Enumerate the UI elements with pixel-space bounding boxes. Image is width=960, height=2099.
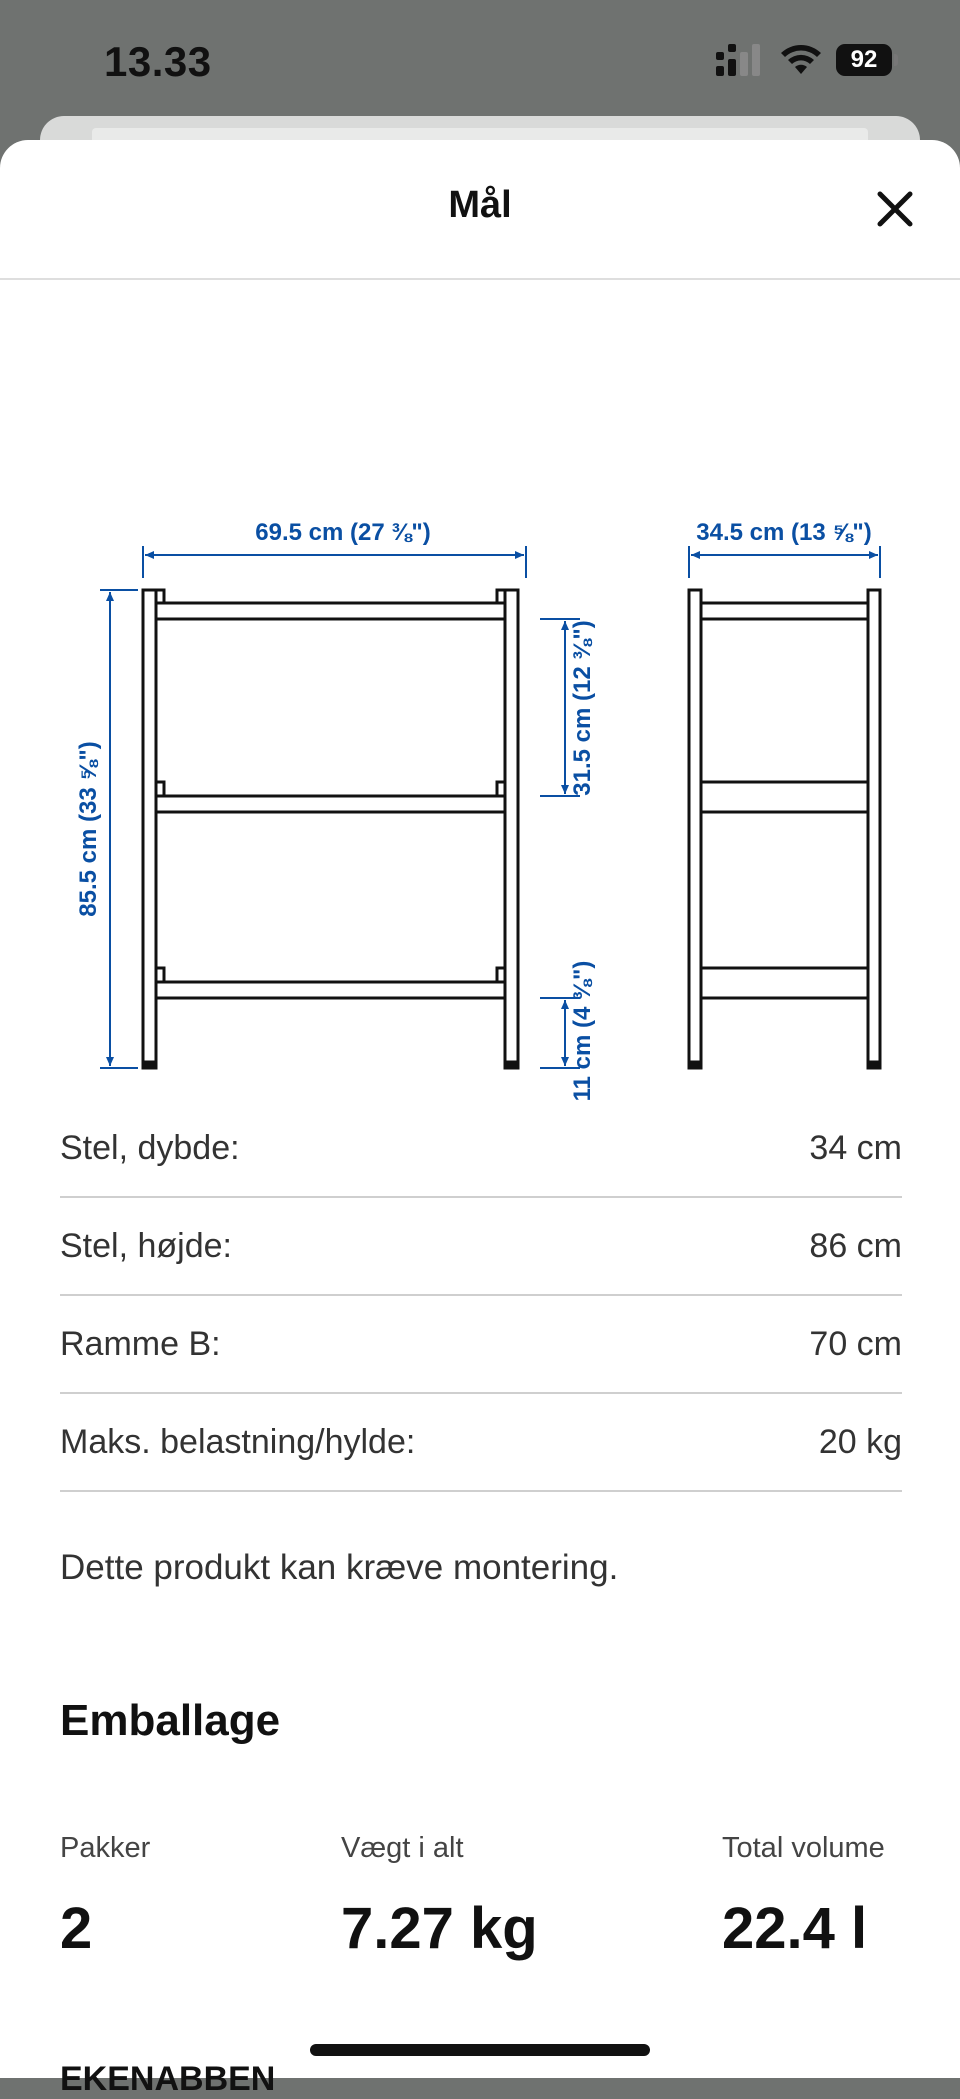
sheet-header <box>0 140 960 280</box>
sheet-title: Mål <box>448 184 512 226</box>
assembly-note: Dette produkt kan kræve montering. <box>60 1548 619 1587</box>
spec-label: Ramme B: <box>60 1324 221 1363</box>
width-dimension <box>143 546 526 578</box>
status-icons <box>716 44 898 76</box>
packages-value: 2 <box>60 1896 93 1961</box>
depth-label: 34.5 cm (13 ⅝") <box>696 519 872 546</box>
home-indicator[interactable] <box>310 2044 650 2056</box>
cellular-signal-icon <box>716 44 766 76</box>
packages-stat <box>60 1832 150 1962</box>
status-time: 13.33 <box>104 38 212 85</box>
spec-row <box>60 1100 902 1198</box>
close-icon <box>870 184 920 234</box>
width-label: 69.5 cm (27 ⅜") <box>255 519 431 546</box>
packaging-heading: Emballage <box>60 1696 281 1745</box>
height-dimension <box>100 590 138 1068</box>
spec-label: Stel, højde: <box>60 1226 232 1265</box>
spec-row <box>60 1198 902 1296</box>
spec-label: Stel, dybde: <box>60 1128 240 1167</box>
close-button[interactable] <box>870 184 920 234</box>
side-view-shelf <box>689 590 880 1068</box>
bottom-gap-label: 11 cm (4 ⅜") <box>569 960 596 1102</box>
spec-value: 20 kg <box>818 1422 902 1461</box>
spec-value: 86 cm <box>809 1226 902 1265</box>
status-bar <box>0 0 960 130</box>
shelf-gap-label: 31.5 cm (12 ⅜") <box>569 620 596 796</box>
weight-label: Vægt i alt <box>341 1832 464 1864</box>
spec-list <box>60 1100 902 1492</box>
spec-value: 34 cm <box>809 1128 902 1167</box>
height-label: 85.5 cm (33 ⅝") <box>75 741 102 917</box>
spec-row <box>60 1296 902 1394</box>
spec-value: 70 cm <box>809 1324 902 1363</box>
front-view-shelf <box>143 590 518 1068</box>
volume-stat <box>722 1832 885 1962</box>
depth-dimension <box>689 546 880 578</box>
next-section-title: EKENABBEN <box>60 2060 276 2098</box>
weight-stat <box>341 1832 538 1962</box>
battery-level: 92 <box>850 46 878 73</box>
wifi-icon <box>780 44 822 76</box>
spec-label: Maks. belastning/hylde: <box>60 1422 416 1461</box>
volume-value: 22.4 l <box>722 1896 868 1961</box>
battery-icon <box>836 44 898 76</box>
weight-value: 7.27 kg <box>341 1896 538 1961</box>
spec-row <box>60 1394 902 1492</box>
volume-label: Total volume <box>722 1832 885 1864</box>
dimension-diagram <box>0 360 960 1160</box>
packages-label: Pakker <box>60 1832 151 1864</box>
dimensions-sheet <box>0 140 960 2098</box>
